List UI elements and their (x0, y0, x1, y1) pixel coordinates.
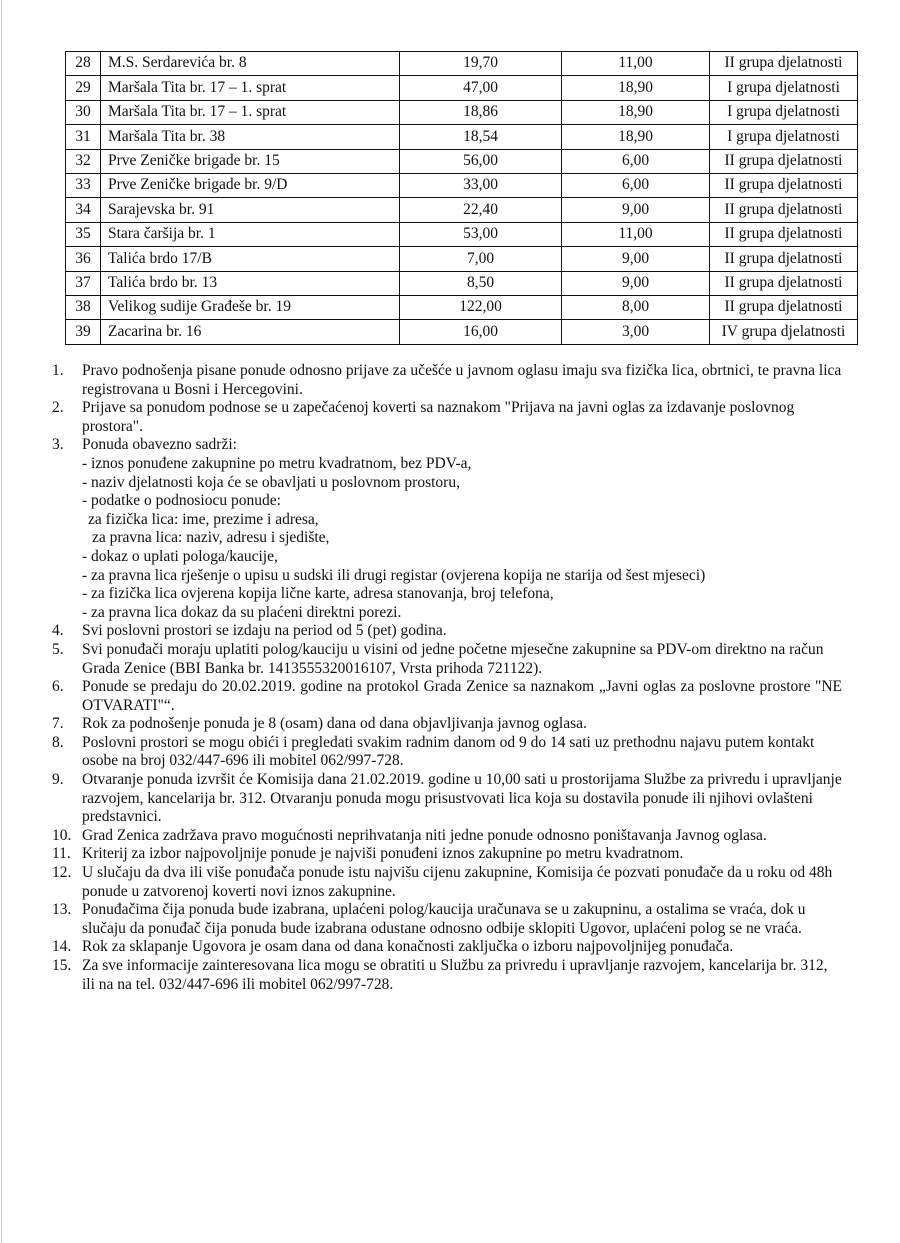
row-number: 32 (66, 149, 101, 173)
term-text: Ponuđačima čija ponuda bude izabrana, uplaćeni polog/kaucija uračunava se u zakupninu, a ostalima se vraća, dok u slučaju da ponuđač čija ponuda bude izabrana odustane odnosno odbije sklopiti Ugovor, uplaćeni polog se ne vraća. (82, 901, 806, 937)
table-row (66, 100, 858, 124)
activity-group-cell: I grupa djelatnosti (710, 125, 858, 149)
term-text: Poslovni prostori se mogu obići i pregledati svakim radnim danom od 9 do 14 sati uz prethodnu najavu putem kontakt osobe na broj 032/447-696 ili mobitel 062/997-728. (82, 733, 815, 770)
price-cell: 9,00 (562, 247, 710, 271)
term-item (52, 641, 842, 678)
address-cell: M.S. Serdarevića br. 8 (101, 52, 400, 76)
term-item (52, 715, 842, 734)
term-item (52, 678, 842, 715)
term-number: 8. (52, 733, 64, 751)
price-cell: 11,00 (562, 222, 710, 246)
area-cell: 18,86 (400, 100, 562, 124)
price-cell: 18,90 (562, 100, 710, 124)
term-text: Ponuda obavezno sadrži: (82, 436, 237, 454)
area-cell: 22,40 (400, 198, 562, 222)
address-cell: Maršala Tita br. 17 – 1. sprat (101, 100, 400, 124)
row-number: 38 (66, 295, 101, 319)
term-text: Kriterij za izbor najpovoljnije ponude je najviši ponuđeni iznos zakupnine po metru kvadratnom. (82, 845, 684, 863)
term-number: 6. (52, 678, 64, 696)
area-cell: 18,54 (400, 125, 562, 149)
term-item (52, 845, 842, 864)
table-row (66, 125, 858, 149)
area-cell: 16,00 (400, 320, 562, 344)
table-row (66, 295, 858, 319)
table-row (66, 52, 858, 76)
term-number: 5. (52, 640, 64, 658)
address-cell: Talića brdo br. 13 (101, 271, 400, 295)
table-row (66, 149, 858, 173)
term-item (52, 901, 842, 938)
address-cell: Prve Zeničke brigade br. 9/D (101, 173, 400, 197)
term-text: Otvaranje ponuda izvršit će Komisija dana 21.02.2019. godine u 10,00 sati u prostorijama Službe za privredu i upravljanje razvojem, kancelarija br. 312. Otvaranju ponuda mogu prisustvovati lica koja su dostavila ponude ili njihovi ovlašteni predstavnici. (82, 771, 842, 826)
activity-group-cell: II grupa djelatnosti (710, 173, 858, 197)
term-subitem: - naziv djelatnosti koja će se obavljati u poslovnom prostoru, (82, 473, 460, 491)
term-number: 15. (52, 957, 72, 974)
term-subitem: - podatke o podnosiocu ponude: (82, 492, 281, 510)
terms-list (52, 362, 842, 994)
term-item (52, 957, 842, 994)
price-cell: 18,90 (562, 76, 710, 100)
area-cell: 7,00 (400, 247, 562, 271)
price-cell: 3,00 (562, 320, 710, 344)
term-item (52, 622, 842, 641)
row-number: 34 (66, 198, 101, 222)
term-number: 14. (52, 938, 72, 956)
table-row (66, 173, 858, 197)
page-left-edge (1, 0, 2, 1243)
term-subitem: - dokaz o uplati pologa/kaucije, (82, 547, 278, 565)
table-row (66, 320, 858, 344)
table-row (66, 247, 858, 271)
term-text: Rok za sklapanje Ugovora je osam dana od dana konačnosti zaključka o izboru najpovoljnijeg ponuđača. (82, 938, 734, 956)
term-subitem: - za fizička lica ovjerena kopija lične karte, adresa stanovanja, broj telefona, (82, 585, 554, 603)
premises-table (65, 51, 858, 345)
activity-group-cell: IV grupa djelatnosti (710, 320, 858, 344)
table-row (66, 222, 858, 246)
term-number: 3. (52, 436, 64, 454)
activity-group-cell: II grupa djelatnosti (710, 52, 858, 76)
term-number: 4. (52, 622, 64, 640)
activity-group-cell: II grupa djelatnosti (710, 149, 858, 173)
term-number: 9. (52, 771, 64, 789)
activity-group-cell: I grupa djelatnosti (710, 100, 858, 124)
term-item (52, 436, 842, 622)
term-item (52, 734, 842, 771)
area-cell: 56,00 (400, 149, 562, 173)
address-cell: Zacarina br. 16 (101, 320, 400, 344)
row-number: 31 (66, 125, 101, 149)
area-cell: 122,00 (400, 295, 562, 319)
area-cell: 33,00 (400, 173, 562, 197)
term-number: 13. (52, 901, 72, 919)
term-text: Svi ponuđači moraju uplatiti polog/kauciju u visini od jedne početne mjesečne zakupnine sa PDV-om direktno na račun Grada Zenice (BBI Banka br. 1413555320016107, Vrsta prihoda 721122). (82, 640, 824, 677)
price-cell: 18,90 (562, 125, 710, 149)
term-number: 12. (52, 864, 72, 882)
area-cell: 47,00 (400, 76, 562, 100)
price-cell: 9,00 (562, 271, 710, 295)
area-cell: 53,00 (400, 222, 562, 246)
address-cell: Velikog sudije Građeše br. 19 (101, 295, 400, 319)
row-number: 39 (66, 320, 101, 344)
term-number: 1. (52, 362, 64, 379)
row-number: 35 (66, 222, 101, 246)
activity-group-cell: II grupa djelatnosti (710, 247, 858, 271)
price-cell: 6,00 (562, 149, 710, 173)
address-cell: Sarajevska br. 91 (101, 198, 400, 222)
term-number: 11. (52, 845, 71, 863)
row-number: 30 (66, 100, 101, 124)
term-item (52, 938, 842, 957)
row-number: 37 (66, 271, 101, 295)
address-cell: Maršala Tita br. 17 – 1. sprat (101, 76, 400, 100)
term-text: Ponude se predaju do 20.02.2019. godine na protokol Grada Zenice sa naznakom „Javni oglas za poslovne prostore "NE OTVARATI"“. (82, 678, 842, 714)
term-number: 2. (52, 399, 64, 417)
term-item (52, 864, 842, 901)
activity-group-cell: II grupa djelatnosti (710, 295, 858, 319)
address-cell: Talića brdo 17/B (101, 247, 400, 271)
activity-group-cell: II grupa djelatnosti (710, 198, 858, 222)
table-row (66, 198, 858, 222)
row-number: 33 (66, 173, 101, 197)
term-text: Prijave sa ponudom podnose se u zapečaćenoj koverti sa naznakom "Prijava na javni oglas za izdavanje poslovnog prostora". (82, 399, 795, 435)
term-number: 7. (52, 715, 64, 733)
price-cell: 6,00 (562, 173, 710, 197)
term-subitem: za pravna lica: naziv, adresu i sjedište, (92, 529, 330, 547)
term-number: 10. (52, 826, 72, 844)
address-cell: Stara čaršija br. 1 (101, 222, 400, 246)
term-subitem: - za pravna lica dokaz da su plaćeni direktni porezi. (82, 603, 402, 621)
address-cell: Maršala Tita br. 38 (101, 125, 400, 149)
term-subitem: za fizička lica: ime, prezime i adresa, (88, 510, 319, 528)
price-cell: 8,00 (562, 295, 710, 319)
area-cell: 8,50 (400, 271, 562, 295)
activity-group-cell: II grupa djelatnosti (710, 271, 858, 295)
row-number: 28 (66, 52, 101, 76)
term-text: U slučaju da dva ili više ponuđača ponude istu najvišu cijenu zakupnine, Komisija će pozvati ponuđače da u roku od 48h ponude u zatvorenoj koverti novi iznos zakupnine. (82, 864, 833, 900)
row-number: 29 (66, 76, 101, 100)
term-text: Rok za podnošenje ponuda je 8 (osam) dana od dana objavljivanja javnog oglasa. (82, 715, 587, 733)
term-text: Za sve informacije zainteresovana lica mogu se obratiti u Službu za privredu i upravljanje razvojem, kancelarija br. 312, ili na na tel. 032/447-696 ili mobitel 062/997-728. (82, 957, 828, 993)
price-cell: 9,00 (562, 198, 710, 222)
term-text: Grad Zenica zadržava pravo mogućnosti neprihvatanja niti jedne ponude odnosno poništavanja Javnog oglasa. (82, 826, 767, 844)
term-text: Pravo podnošenja pisane ponude odnosno prijave za učešće u javnom oglasu imaju sva fizička lica, obrtnici, te pravna lica registrovana u Bosni i Hercegovini. (82, 362, 842, 398)
term-text: Svi poslovni prostori se izdaju na period od 5 (pet) godina. (82, 622, 447, 640)
term-item (52, 362, 842, 399)
price-cell: 11,00 (562, 52, 710, 76)
term-subitem: - za pravna lica rješenje o upisu u sudski ili drugi registar (ovjerena kopija ne starija od šest mjeseci) (82, 566, 706, 584)
table-row (66, 271, 858, 295)
term-item (52, 827, 842, 846)
area-cell: 19,70 (400, 52, 562, 76)
table-row (66, 76, 858, 100)
term-item (52, 399, 842, 436)
address-cell: Prve Zeničke brigade br. 15 (101, 149, 400, 173)
activity-group-cell: I grupa djelatnosti (710, 76, 858, 100)
activity-group-cell: II grupa djelatnosti (710, 222, 858, 246)
term-subitem: - iznos ponuđene zakupnine po metru kvadratnom, bez PDV-a, (82, 454, 472, 472)
row-number: 36 (66, 247, 101, 271)
term-item (52, 771, 842, 827)
